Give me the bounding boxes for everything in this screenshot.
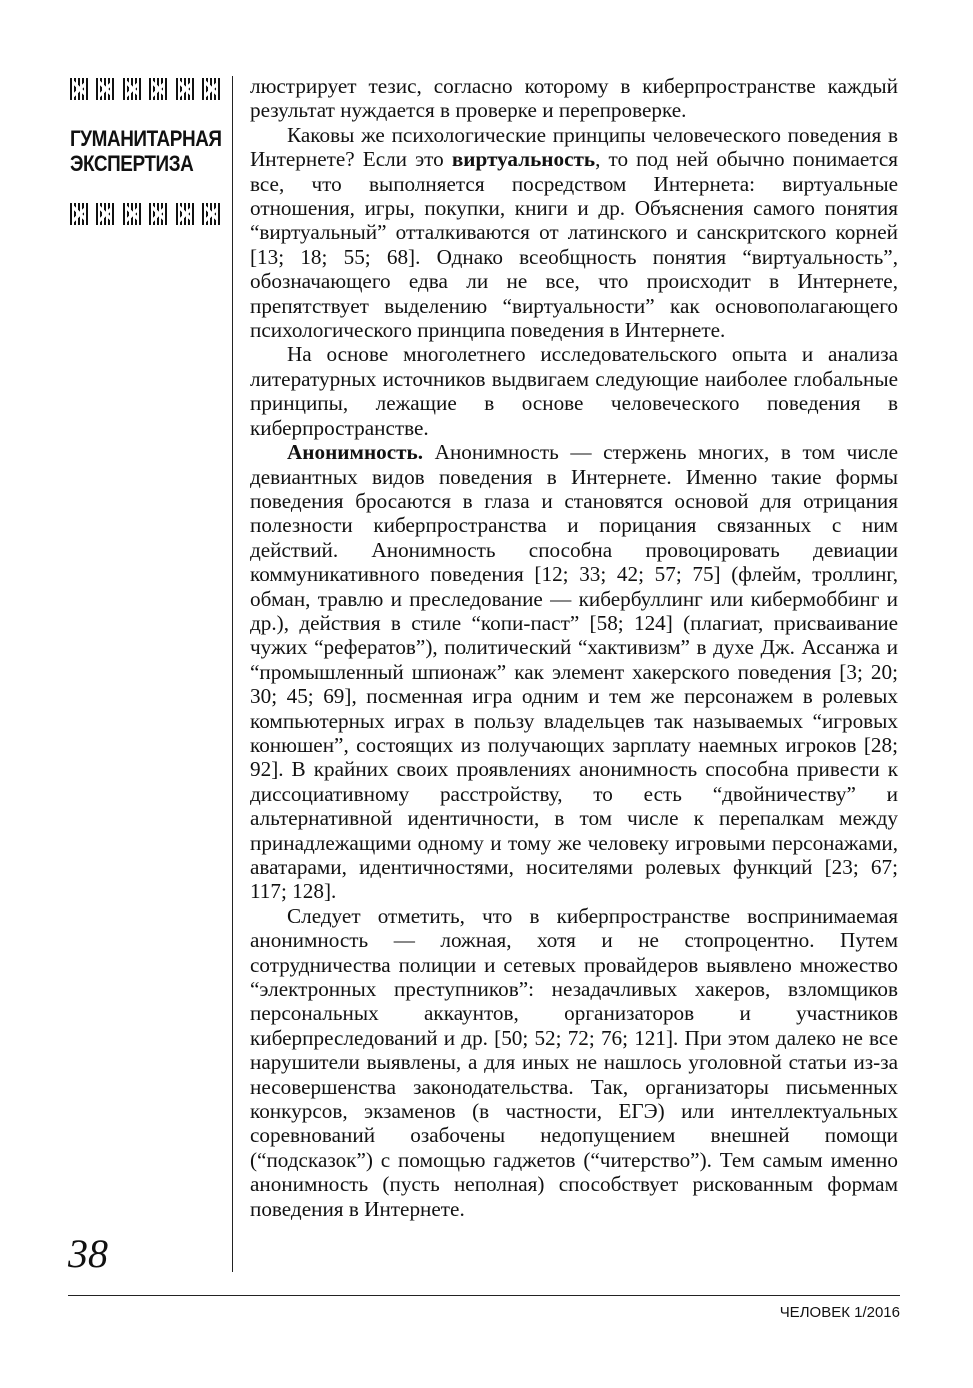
term-virtuality: виртуальность bbox=[451, 147, 596, 172]
paragraph-text: люстрирует тезис, согласно которому в киберпространстве каждый результат нуждается в проверке и перепроверке. bbox=[250, 74, 898, 123]
article-body bbox=[250, 74, 898, 1221]
paragraph-text: На основе многолетнего исследовательского опыта и анализа литературных источников выдвигаем следующие наиболее глобальные принципы, лежащие в основе человеческого поведения в киберпространстве. bbox=[250, 342, 898, 440]
term-anonymity: Анонимность. bbox=[287, 440, 424, 465]
ornament-tile-icon bbox=[70, 203, 90, 225]
paragraph bbox=[250, 904, 898, 1221]
paragraph bbox=[250, 123, 898, 343]
ornament-tile-icon bbox=[149, 203, 169, 225]
ornament-tile-icon bbox=[149, 78, 169, 100]
ornament-tile-icon bbox=[96, 78, 116, 100]
ornament-tile-icon bbox=[96, 203, 116, 225]
journal-issue: ЧЕЛОВЕК 1/2016 bbox=[779, 1304, 900, 1321]
column-divider bbox=[232, 76, 233, 1272]
ornament-tile-icon bbox=[176, 78, 196, 100]
ornament-tile-icon bbox=[123, 203, 143, 225]
paragraph-text: Каковы же психологические принципы человеческого поведения в Интернете? Если это bbox=[250, 122, 898, 172]
ornament-tile-icon bbox=[70, 78, 90, 100]
bottom-ornament bbox=[70, 203, 222, 225]
paragraph-text: , то под ней обычно понимается все, что выполняется посредством Интернета: виртуальные отношения, игры, покупки, книги и др. Объяснения самого понятия “виртуальный” отталкиваются от латинского и санскритского корней [13; 18; 55; 68]. Однако всеобщность понятия “виртуальность”, обозначающего едва ли не все, что происходит в Интернете, препятствует выделению “виртуальности” как основополагающего психологического принципа поведения в Интернете. bbox=[250, 147, 898, 343]
paragraph-text: Следует отметить, что в киберпространстве воспринимаемая анонимность — ложная, хотя и не стопроцентно. Путем сотрудничества полиции и сетевых провайдеров выявлено множество “электронных преступников”: незадачливых хакеров, взломщиков персональных аккаунтов, организаторов и участников киберпреследований и др. [50; 52; 72; 76; 121]. При этом далеко не все нарушители выявлены, а для иных не нашлось уголовной статьи из-за несовершенства законодательства. Так, организаторы письменных конкурсов, экзаменов (в частности, ЕГЭ) или интеллектуальных соревнований озабочены недопущением внешней помощи (“подсказок”) с помощью гаджетов (“читерство”). Тем самым именно анонимность (пусть неполная) способствует рискованным формам поведения в Интернете. bbox=[250, 903, 898, 1221]
paragraph-continuation bbox=[250, 74, 898, 123]
ornament-tile-icon bbox=[176, 203, 196, 225]
top-ornament bbox=[70, 78, 222, 100]
ornament-tile-icon bbox=[123, 78, 143, 100]
ornament-tile-icon bbox=[202, 203, 222, 225]
page-number: 38 bbox=[68, 1231, 108, 1276]
ornament-tile-icon bbox=[202, 78, 222, 100]
paragraph bbox=[250, 440, 898, 904]
paragraph-text: Анонимность — стержень многих, в том числе девиантных видов поведения в Интернете. Именно такие формы поведения бросаются в глаза и становятся основой для отрицания полезности киберпространства и порицания связанных с ним действий. Анонимность способна провоцировать девиации коммуникативного поведения [12; 33; 42; 57; 75] (флейм, троллинг, обман, травлю и преследование — кибербуллинг или кибермоббинг и др.), действия в стиле “копи-паст” [58; 124] (плагиат, присваивание чужих “рефератов”), политический “хактивизм” в духе Дж. Ассанжа и “промышленный шпионаж” как элемент хакерского поведения [3; 20; 30; 45; 69], посменная игра одним и тем же персонажем в ролевых компьютерных играх в пользу владельцев так называемых “игровых конюшен”, состоящих из получающих зарплату наемных игроков [28; 92]. В крайних своих проявлениях анонимность способна привести к диссоциативному расстройству, то есть “двойничеству” и альтернативной идентичности, в том числе к перепалкам между принадлежащими одному и тому же человеку игровыми персонажами, аватарами, идентичностями, носителями ролевых функций [23; 67; 117; 128]. bbox=[250, 440, 898, 904]
footer-divider bbox=[68, 1295, 900, 1296]
paragraph bbox=[250, 342, 898, 440]
section-title: ГУМАНИТАРНАЯ ЭКСПЕРТИЗА bbox=[70, 126, 222, 176]
